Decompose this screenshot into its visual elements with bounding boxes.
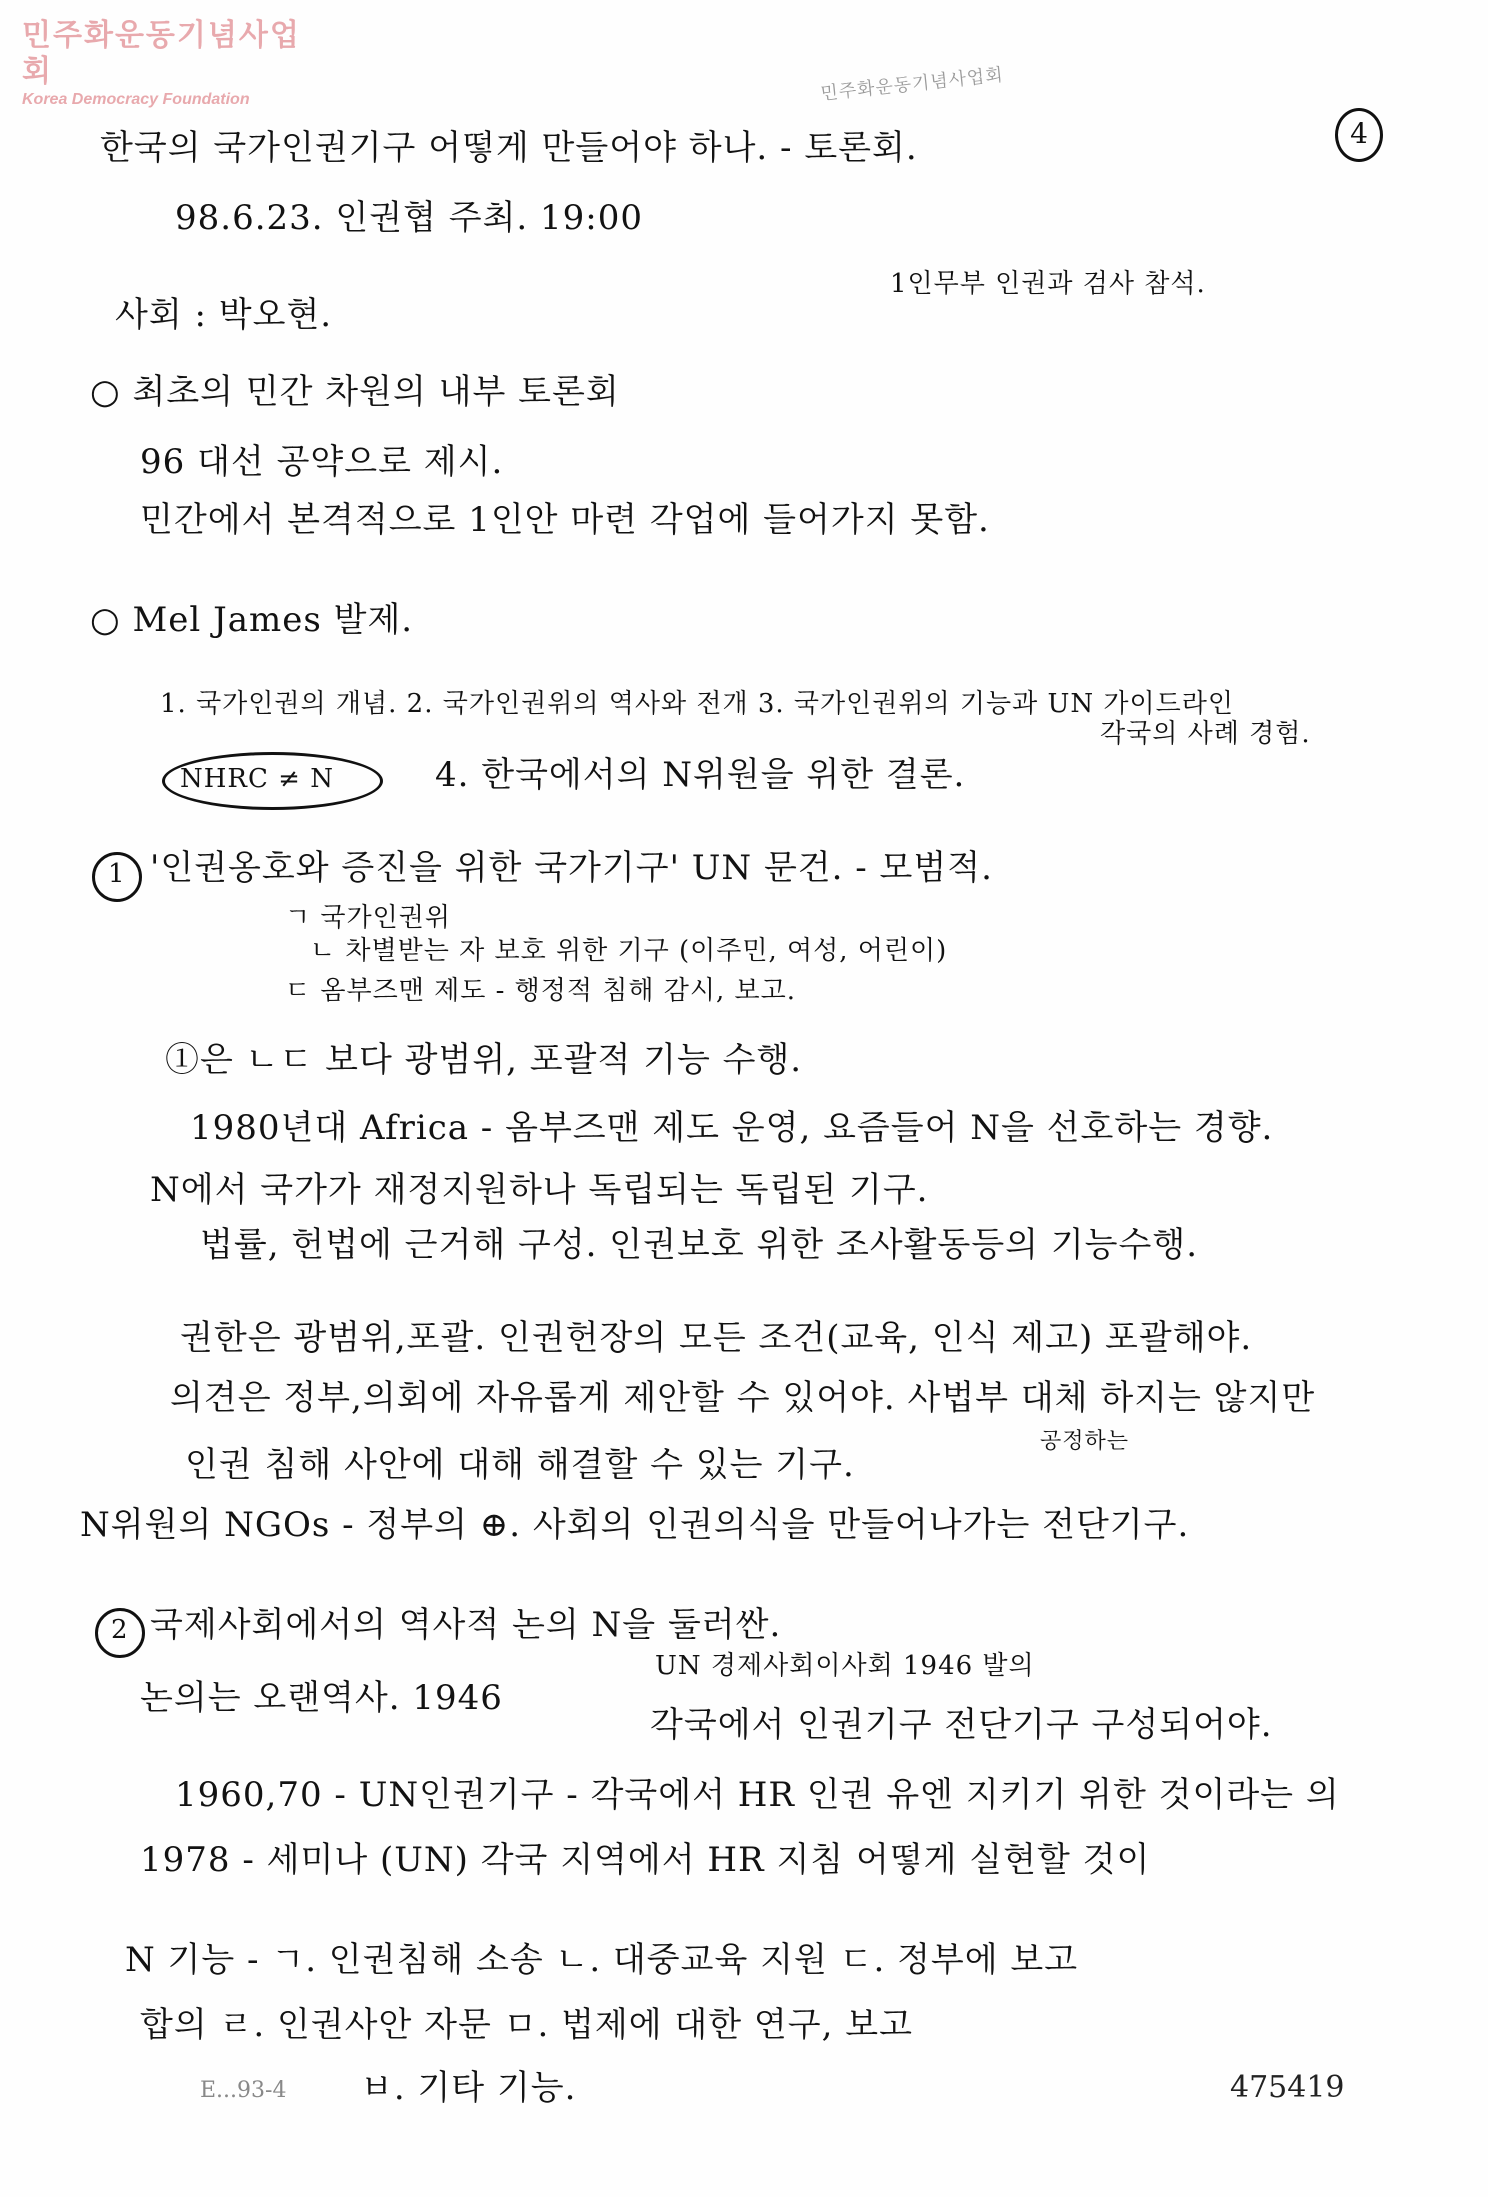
attendance-note: 1인무부 인권과 검사 참석.: [890, 269, 1206, 299]
date-line: 98.6.23. 인권협 주최. 19:00: [175, 198, 644, 238]
un-document-line: '인권옹호와 증진을 위한 국가기구' UN 문건. - 모범적.: [150, 848, 993, 888]
line-civilian-draft: 민간에서 본격적으로 1인안 마련 각업에 들어가지 못함.: [140, 500, 990, 540]
fairness-note: 공정하는: [1040, 1429, 1130, 1454]
africa-line: 1980년대 Africa - 옴부즈맨 제도 운영, 요즘들어 N을 선호하는 경향.: [190, 1108, 1274, 1148]
watermark-english: Korea Democracy Foundation: [22, 91, 250, 108]
scope-line: ①은 ㄴㄷ 보다 광범위, 포괄적 기능 수행.: [165, 1040, 803, 1080]
nhrc-note: NHRC ≠ N: [180, 764, 334, 794]
document-id: 475419: [1230, 2070, 1345, 2105]
opinion-line: 의견은 정부,의회에 자유롭게 제안할 수 있어야. 사법부 대체 하지는 않지만: [170, 1378, 1316, 1418]
agreement-line: 합의 ㄹ. 인권사안 자문 ㅁ. 법제에 대한 연구, 보고: [140, 2005, 913, 2045]
other-functions-line: ㅂ. 기타 기능.: [360, 2068, 577, 2108]
moderator-line: 사회 : 박오현.: [115, 295, 333, 335]
document-reference: E...93-4: [200, 2078, 287, 2103]
watermark-logo: [22, 18, 312, 110]
resolution-body-line: 인권 침해 사안에 대해 해결할 수 있는 기구.: [185, 1445, 855, 1485]
line-election-pledge: 96 대선 공약으로 제시.: [140, 442, 504, 482]
circle-number-2-label: 2: [111, 1615, 129, 1645]
page-number-circle: [1335, 108, 1383, 162]
faded-stamp: 민주화운동기념사업회: [819, 64, 1005, 105]
legal-basis-line: 법률, 헌법에 근거해 구성. 인권보호 위한 조사활동등의 기능수행.: [200, 1225, 1199, 1265]
outline-item-4: 4. 한국에서의 N위원을 위한 결론.: [435, 755, 966, 795]
title-line: 한국의 국가인권기구 어떻게 만들어야 하나. - 토론회.: [100, 128, 918, 168]
sub-item-b: ㄴ 차별받는 자 보호 위한 기구 (이주민, 여성, 어린이): [310, 936, 948, 966]
line-1960-70: 1960,70 - UN인권기구 - 각국에서 HR 인권 유엔 지키기 위한 것이라는 의: [175, 1775, 1340, 1815]
sub-item-c: ㄷ 옴부즈맨 제도 - 행정적 침해 감시, 보고.: [285, 976, 797, 1006]
line-1978: 1978 - 세미나 (UN) 각국 지역에서 HR 지침 어떻게 실현할 것이: [140, 1840, 1151, 1880]
authority-line: 권한은 광범위,포괄. 인권헌장의 모든 조건(교육, 인식 제고) 포괄해야.: [180, 1318, 1253, 1358]
sub-item-a: ㄱ 국가인권위: [285, 903, 451, 933]
bullet-mel-james: ○ Mel James 발제.: [90, 600, 414, 640]
page-number: 4: [1350, 117, 1368, 150]
country-cases-note: 각국의 사례 경험.: [1100, 719, 1311, 749]
ngo-line: N위원의 NGOs - 정부의 ⊕. 사회의 인권의식을 만들어나가는 전단기구.: [80, 1505, 1190, 1545]
independent-body-line: N에서 국가가 재정지원하나 독립되는 독립된 기구.: [150, 1170, 929, 1210]
presentation-outline: 1. 국가인권의 개념. 2. 국가인권위의 역사와 전개 3. 국가인권위의 기능과 UN 가이드라인: [160, 689, 1234, 719]
bullet-first-debate: ○ 최초의 민간 차원의 내부 토론회: [90, 372, 620, 412]
ecosoc-note: UN 경제사회이사회 1946 발의: [655, 1651, 1035, 1681]
international-history-heading: 국제사회에서의 역사적 논의 N을 둘러싼.: [150, 1605, 782, 1645]
circle-number-1-label: 1: [108, 859, 126, 889]
watermark-korean: 민주화운동기념사업회: [22, 18, 301, 89]
long-history-line: 논의는 오랜역사. 1946: [140, 1678, 503, 1718]
n-functions-line: N 기능 - ㄱ. 인권침해 소송 ㄴ. 대중교육 지원 ㄷ. 정부에 보고: [125, 1940, 1079, 1980]
each-country-line: 각국에서 인권기구 전단기구 구성되어야.: [650, 1705, 1273, 1745]
